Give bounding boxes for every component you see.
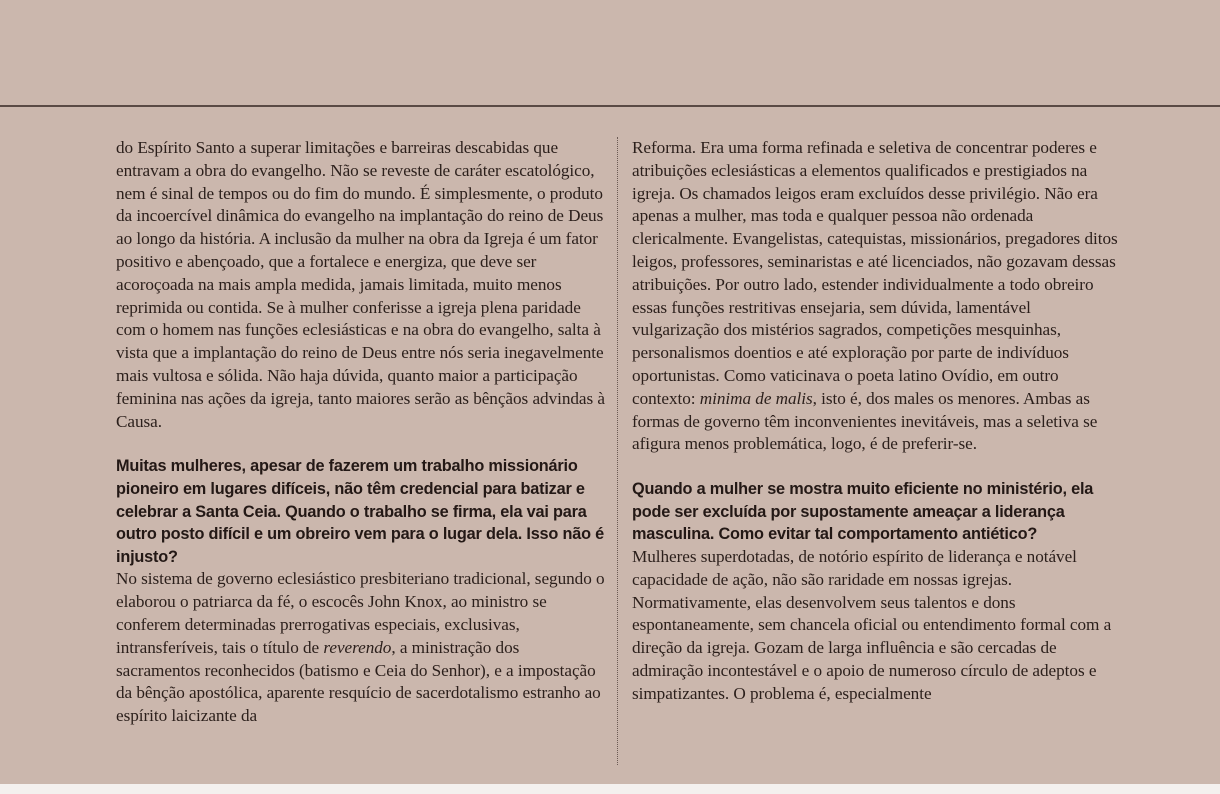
paragraph: do Espírito Santo a superar limitações e barreiras descabidas que entravam a obra do evangelho. Não se reveste de caráter escatológico, nem é sinal de tempos ou do fim do mundo. É simplesmente, o produto da incoercível dinâmica do evangelho na implantação do reino de Deus ao longo da história. A inclusão da mulher na obra da Igreja é um fator positivo e abençoado, que a fortalece e energiza, que deve ser acoroçoada na mais ampla medida, jamais limitada, muito menos reprimida ou contida. Se à mulher conferisse a igreja plena paridade com o homem nas funções eclesiásticas e na obra do evangelho, salta à vista que a implantação do reino de Deus entre nós seria inegavelmente mais vultosa e sólida. Não haja dúvida, quanto maior a participação feminina nas ações da igreja, tanto maiores serão as bênçãos advindas à Causa. — [116, 138, 605, 431]
paragraph — [116, 568, 606, 728]
text-run: Reforma. Era uma forma refinada e seletiva de concentrar poderes e atribuições eclesiásticas a elementos qualificados e prestigiados na igreja. Os chamados leigos eram excluídos desse privilégio. Não era apenas a mulher, mas toda e qualquer pessoa não ordenada clericalmente. Evangelistas, catequistas, missionários, pregadores ditos leigos, professores, seminaristas e até licenciados, não gozavam dessas atribuições. Por outro lado, estender individualmente a todo obreiro essas funções restritivas ensejaria, sem dúvida, lamentável vulgarização dos mistérios sagrados, competições mesquinhas, personalismos doentios e até exploração por parte de indivíduos oportunistas. Como vaticinava o poeta latino Ovídio, em outro contexto: — [632, 138, 1118, 408]
page-header-band — [0, 0, 1220, 105]
right-column — [632, 137, 1122, 706]
paragraph — [632, 137, 1122, 456]
italic-latin-phrase: minima de malis — [699, 388, 813, 408]
text-run: , isto é, dos males os menores. Ambas as formas de governo têm inconvenientes inevitáveis, mas a seletiva se afigura menos problemática, logo, é de preferir-se. — [632, 388, 1098, 454]
page-bottom-edge — [0, 784, 1220, 794]
header-divider — [0, 105, 1220, 107]
paragraph: Mulheres superdotadas, de notório espírito de liderança e notável capacidade de ação, não são raridade em nossas igrejas. Normativamente, elas desenvolvem seus talentos e dons espontaneamente, sem chancela oficial ou entendimento formal com a direção da igreja. Gozam de larga influência e são cercadas de admiração incontestável e o apoio de numeroso círculo de adeptos e simpatizantes. O problema é, especialmente — [632, 546, 1112, 703]
column-divider — [617, 137, 618, 765]
text-run: No sistema de governo eclesiástico presbiteriano tradicional, segundo o elaborou o patriarca da fé, o escocês John Knox, ao ministro se conferem determinadas prerrogativas especiais, exclusivas, intransferíveis, tais o título de — [116, 569, 605, 657]
interview-question: Muitas mulheres, apesar de fazerem um trabalho missionário pioneiro em lugares difíceis, não têm credencial para batizar e celebrar a Santa Ceia. Quando o trabalho se firma, ela vai para outro posto difícil e um obreiro vem para o lugar dela. Isso não é injusto? — [116, 457, 604, 566]
text-run: , a ministração dos sacramentos reconhecidos (batismo e Ceia do Senhor), e a impostação da bênção apostólica, aparente resquício de sacerdotalismo estranho ao espírito laicizante da — [116, 637, 601, 726]
left-column — [116, 137, 606, 728]
italic-term: reverendo — [323, 637, 392, 657]
interview-question: Quando a mulher se mostra muito eficiente no ministério, ela pode ser excluída por supostamente ameaçar a liderança masculina. Como evitar tal comportamento antiético? — [632, 480, 1094, 544]
